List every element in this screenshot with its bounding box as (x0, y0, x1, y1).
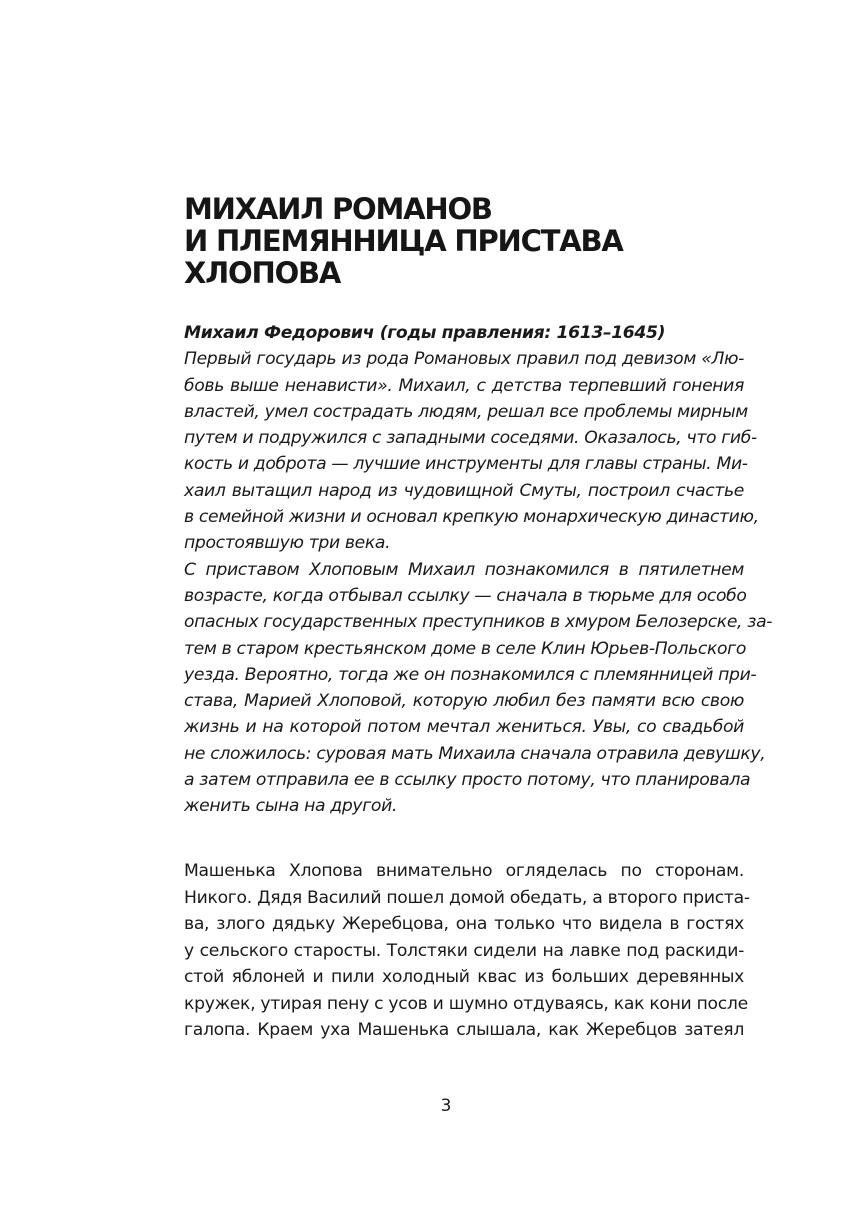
text-line: в семейной жизни и основал крепкую монархическую династию, (184, 507, 759, 528)
book-page (148, 0, 773, 1211)
chapter-title-line: ХЛОПОВА (184, 256, 341, 290)
text-line: не сложилось: суровая мать Михаила сначала отравила девушку, (184, 743, 766, 764)
intro-paragraph-1 (148, 346, 759, 556)
text-line: Машенька Хлопова внимательно огляделась по сторонам. (184, 861, 744, 881)
chapter-title (184, 193, 623, 289)
text-line: кость и доброта — лучшие инструменты для главы страны. Ми- (184, 454, 748, 475)
ruler-intro (148, 320, 773, 820)
text-line: женить сына на другой. (184, 796, 398, 817)
story-text (148, 858, 750, 1044)
text-line: бовь выше ненависти». Михаил, с детства терпевший гонения (184, 375, 744, 396)
text-line: опасных государственных преступников в хмуром Белозерске, за- (184, 612, 773, 633)
text-line: возрасте, когда отбывал ссылку — сначала в тюрьме для особо (184, 585, 747, 606)
text-line: жизнь и на которой потом мечтал жениться. Увы, со свадьбой (184, 717, 744, 738)
text-line: ва, злого дядьку Жеребцова, она только что видела в гостях (184, 914, 744, 934)
story-paragraph (148, 858, 750, 1044)
chapter-title-line: МИХАИЛ РОМАНОВ (184, 192, 492, 226)
text-line: простоявшую три века. (184, 533, 391, 554)
ruler-heading: Михаил Федорович (годы правления: 1613–1645) (184, 323, 666, 343)
text-line: Первый государь из рода Романовых правил под девизом «Лю- (184, 349, 744, 370)
text-line: галопа. Краем уха Машенька слышала, как Жеребцов затеял (184, 1020, 744, 1040)
chapter-title-line: И ПЛЕМЯННИЦА ПРИСТАВА (184, 224, 623, 258)
text-line: а затем отправила ее в ссылку просто потому, что планировала (184, 770, 751, 791)
text-line: Никого. Дядя Василий пошел домой обедать, а второго приста- (184, 887, 750, 908)
text-line: путем и подружился с западными соседями. Оказалось, что гиб- (184, 428, 757, 449)
text-line: кружек, утирая пену с усов и шумно отдуваясь, как кони после (184, 993, 748, 1014)
text-line: С приставом Хлоповым Михаил познакомился в пятилетнем (184, 559, 744, 580)
text-line: уезда. Вероятно, тогда же он познакомился с племянницей при- (184, 664, 757, 685)
text-line: хаил вытащил народ из чудовищной Смуты, построил счастье (184, 480, 744, 501)
text-line: у сельского старосты. Толстяки сидели на лавке под раскиди- (184, 940, 744, 961)
text-line: става, Марией Хлоповой, которую любил без памяти всю свою (184, 691, 744, 712)
text-line: стой яблоней и пили холодный квас из больших деревянных (184, 967, 744, 987)
page-number: 3 (440, 1096, 452, 1116)
intro-paragraph-2 (148, 557, 773, 820)
text-line: властей, умел сострадать людям, решал все проблемы мирным (184, 401, 748, 422)
text-line: тем в старом крестьянском доме в селе Клин Юрьев-Польского (184, 638, 747, 659)
